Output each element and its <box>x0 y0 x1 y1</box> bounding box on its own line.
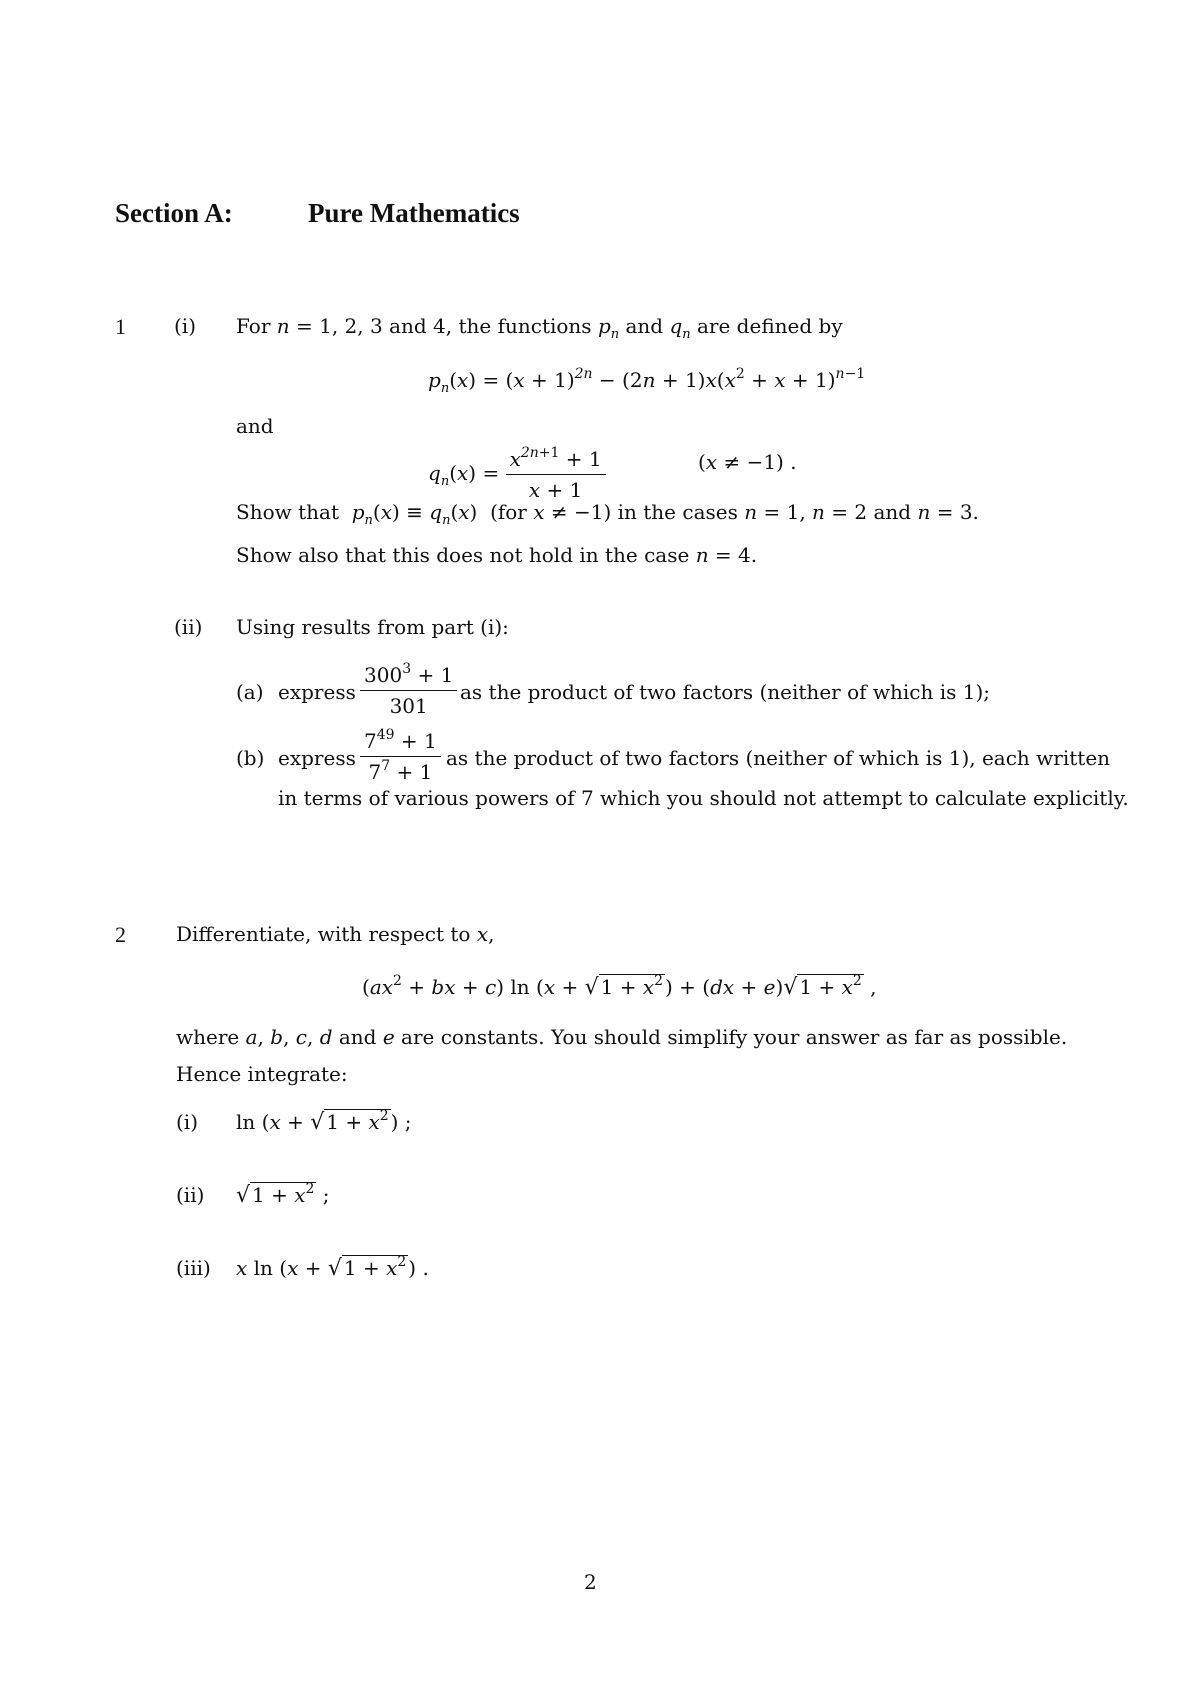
q2-part-ii-expr: √ $1 + x^2$ ; <box>236 1181 330 1208</box>
section-title: Pure Mathematics <box>308 198 520 228</box>
q1-ii-a-label: (a) <box>236 680 264 704</box>
and-word: and <box>236 414 274 438</box>
q-definition: $q_n(x)$ = $\frac{x^{2n+1} + 1}{x + 1}$ <box>428 446 606 503</box>
q1-ii-b-label: (b) <box>236 746 265 770</box>
show-that-2: Show also that this does not hold in the case n = 4. <box>236 543 758 567</box>
q2-where: where a, b, c, d and e are constants. You should simplify your answer as far as possible. <box>176 1025 1068 1049</box>
page-number: 2 <box>584 1570 597 1594</box>
q1-part-ii-label: (ii) <box>174 615 203 639</box>
q2-part-iii-label: (iii) <box>176 1256 211 1280</box>
q2-hence: Hence integrate: <box>176 1062 348 1086</box>
show-that-1: Show that $p_n(x) \equiv q_n(x)$ (for x ≠ −1) in the cases n = 1, n = 2 and n = 3. <box>236 500 979 528</box>
q1-intro: For n = 1, 2, 3 and 4, the functions $p_n$ and $q_n$ are defined by <box>236 314 843 342</box>
q1-part-i-label: (i) <box>174 314 197 338</box>
question-2-number: 2 <box>115 922 126 947</box>
q2-expression: ($ax^2$ + bx + c) ln (x + √ $1 + x^2$ ) + (dx + e)√ $1 + x^2$ , <box>362 973 877 1000</box>
q2-part-i-label: (i) <box>176 1110 199 1134</box>
q1-ii-a-text: express <box>278 680 356 704</box>
q-condition: (x ≠ −1) . <box>698 450 797 474</box>
question-1-number: 1 <box>115 314 126 339</box>
q2-part-i-expr: ln (x + √ $1 + x^2$ ) ; <box>236 1108 412 1135</box>
q1-ii-a-tail: as the product of two factors (neither of which is 1); <box>460 680 990 704</box>
p-definition: $p_n(x) = (x + 1)^{2n} - (2n + 1)x(x^2 + x + 1)^{n-1}$ <box>428 366 866 396</box>
section-label: Section A: <box>115 198 233 228</box>
q1-ii-a-fraction: $\frac{300^3 + 1}{301}$ <box>360 662 457 719</box>
q1-ii-intro: Using results from part (i): <box>236 615 509 639</box>
q2-intro: Differentiate, with respect to x, <box>176 922 495 946</box>
q1-ii-b-fraction: $\frac{7^{49} + 1}{7^7 + 1}$ <box>360 728 441 785</box>
q1-ii-b-text: express <box>278 746 356 770</box>
q1-ii-b-tail: as the product of two factors (neither of which is 1), each written <box>446 746 1111 770</box>
q1-ii-b-tail-2: in terms of various powers of 7 which you should not attempt to calculate explicitly. <box>278 786 1129 810</box>
q2-part-iii-expr: x ln (x + √ $1 + x^2$ ) . <box>236 1254 429 1281</box>
q2-part-ii-label: (ii) <box>176 1183 205 1207</box>
